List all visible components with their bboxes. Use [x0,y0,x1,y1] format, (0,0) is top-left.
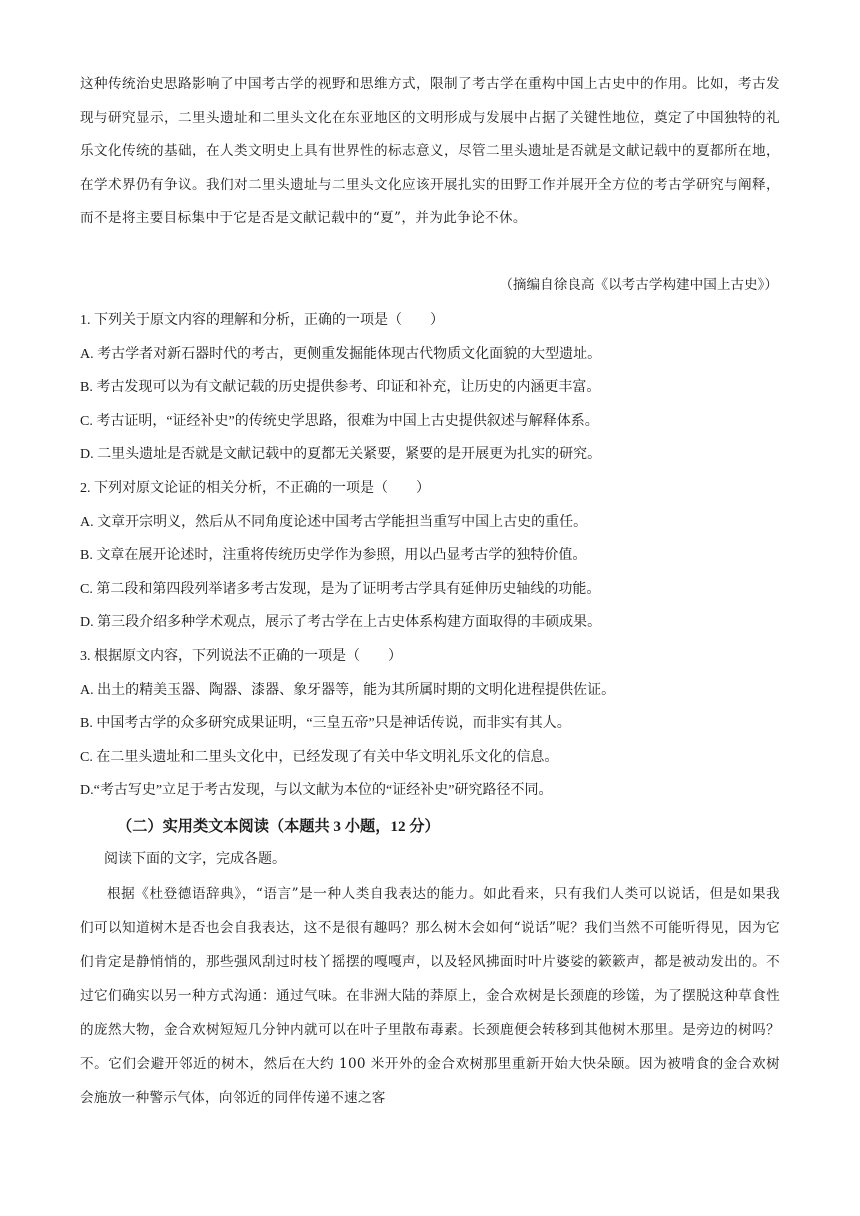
question-stem: 2. 下列对原文论证的相关分析，不正确的一项是（ ） [80,481,430,496]
option-a: A. 考古学者对新石器时代的考古，更侧重发掘能体现古代物质文化面貌的大型遗址。 [80,346,602,362]
source-citation: （摘编自徐良高《以考古学构建中国上古史》） [499,277,778,293]
option-a: A. 文章开宗明义，然后从不同角度论述中国考古学能担当重写中国上古史的重任。 [80,514,588,530]
option-b: B. 文章在展开论述时，注重将传统历史学作为参照，用以凸显考古学的独特价值。 [80,548,587,564]
section-instruction: 阅读下面的文字，完成各题。 [104,852,286,867]
question-stem: 1. 下列关于原文内容的理解和分析，正确的一项是（ ） [80,313,444,328]
passage-paragraph-2: 根据《杜登德语辞典》，“语言”是一种人类自我表达的能力。如此看来，只有我们人类可以说话，但是如果我们可以知道树木是否也会自我表达，这不是很有趣吗？那么树木会如何“说话”呢？我们当然不可能听得见，因为它们肯定是静悄悄的，那些强风刮过时枝丫摇摆的嘎嘎声，以及轻风拂面时叶片婆娑的簌簌声，都是被动发出的。不过它们确实以另一种方式沟通：通过气味。在非洲大陆的莽原上，金合欢树是长颈鹿的珍馐，为了摆脱这种草食性的庞然大物，金合欢树短短几分钟内就可以在叶子里散布毒素。长颈鹿便会转移到其他树木那里。是旁边的树吗？不。它们会避开邻近的树木，然后在大约 100 米开外的金合欢树那里重新开始大快朵颐。因为被啃食的金合欢树会施放一种警示气体，向邻近的同伴传递不速之客 [80,886,780,1106]
option-b: B. 中国考古学的众多研究成果证明，“三皇五帝”只是神话传说，而非实有其人。 [80,716,571,732]
option-b: B. 考古发现可以为有文献记载的历史提供参考、印证和补充，让历史的内涵更丰富。 [80,380,601,396]
option-d: D. 二里头遗址是否就是文献记载中的夏都无关紧要，紧要的是开展更为扎实的研究。 [80,447,602,463]
question-1 [80,304,780,472]
option-a: A. 出土的精美玉器、陶器、漆器、象牙器等，能为其所属时期的文明化进程提供佐证。 [80,682,616,698]
passage-paragraph: 这种传统治史思路影响了中国考古学的视野和思维方式，限制了考古学在重构中国上古史中的作用。比如，考古发现与研究显示，二里头遗址和二里头文化在东亚地区的文明形成与发展中占据了关键性地位，奠定了中国独特的礼乐文化传统的基础，在人类文明史上具有世界性的标志意义，尽管二里头遗址是否就是文献记载中的夏都所在地，在学术界仍有争议。我们对二里头遗址与二里头文化应该开展扎实的田野工作并展开全方位的考古学研究与阐释，而不是将主要目标集中于它是否是文献记载中的“夏”，并为此争论不休。 [80,76,780,227]
option-c: C. 第二段和第四段列举诸多考古发现，是为了证明考古学具有延伸历史轴线的功能。 [80,581,601,597]
option-c: C. 在二里头遗址和二里头文化中，已经发现了有关中华文明礼乐文化的信息。 [80,749,559,765]
option-d: D. 第三段介绍多种学术观点，展示了考古学在上古史体系构建方面取得的丰硕成果。 [80,615,602,631]
question-3 [80,640,780,808]
question-2 [80,472,780,640]
question-stem: 3. 根据原文内容，下列说法不正确的一项是（ ） [80,649,402,664]
option-c: C. 考古证明，“证经补史”的传统史学思路，很难为中国上古史提供叙述与解释体系。 [80,413,599,429]
section-heading: （二）实用类文本阅读（本题共 3 小题，12 分） [117,818,440,835]
option-d: D.“考古写史”立足于考古发现，与以文献为本位的“证经补史”研究路径不同。 [80,783,553,799]
